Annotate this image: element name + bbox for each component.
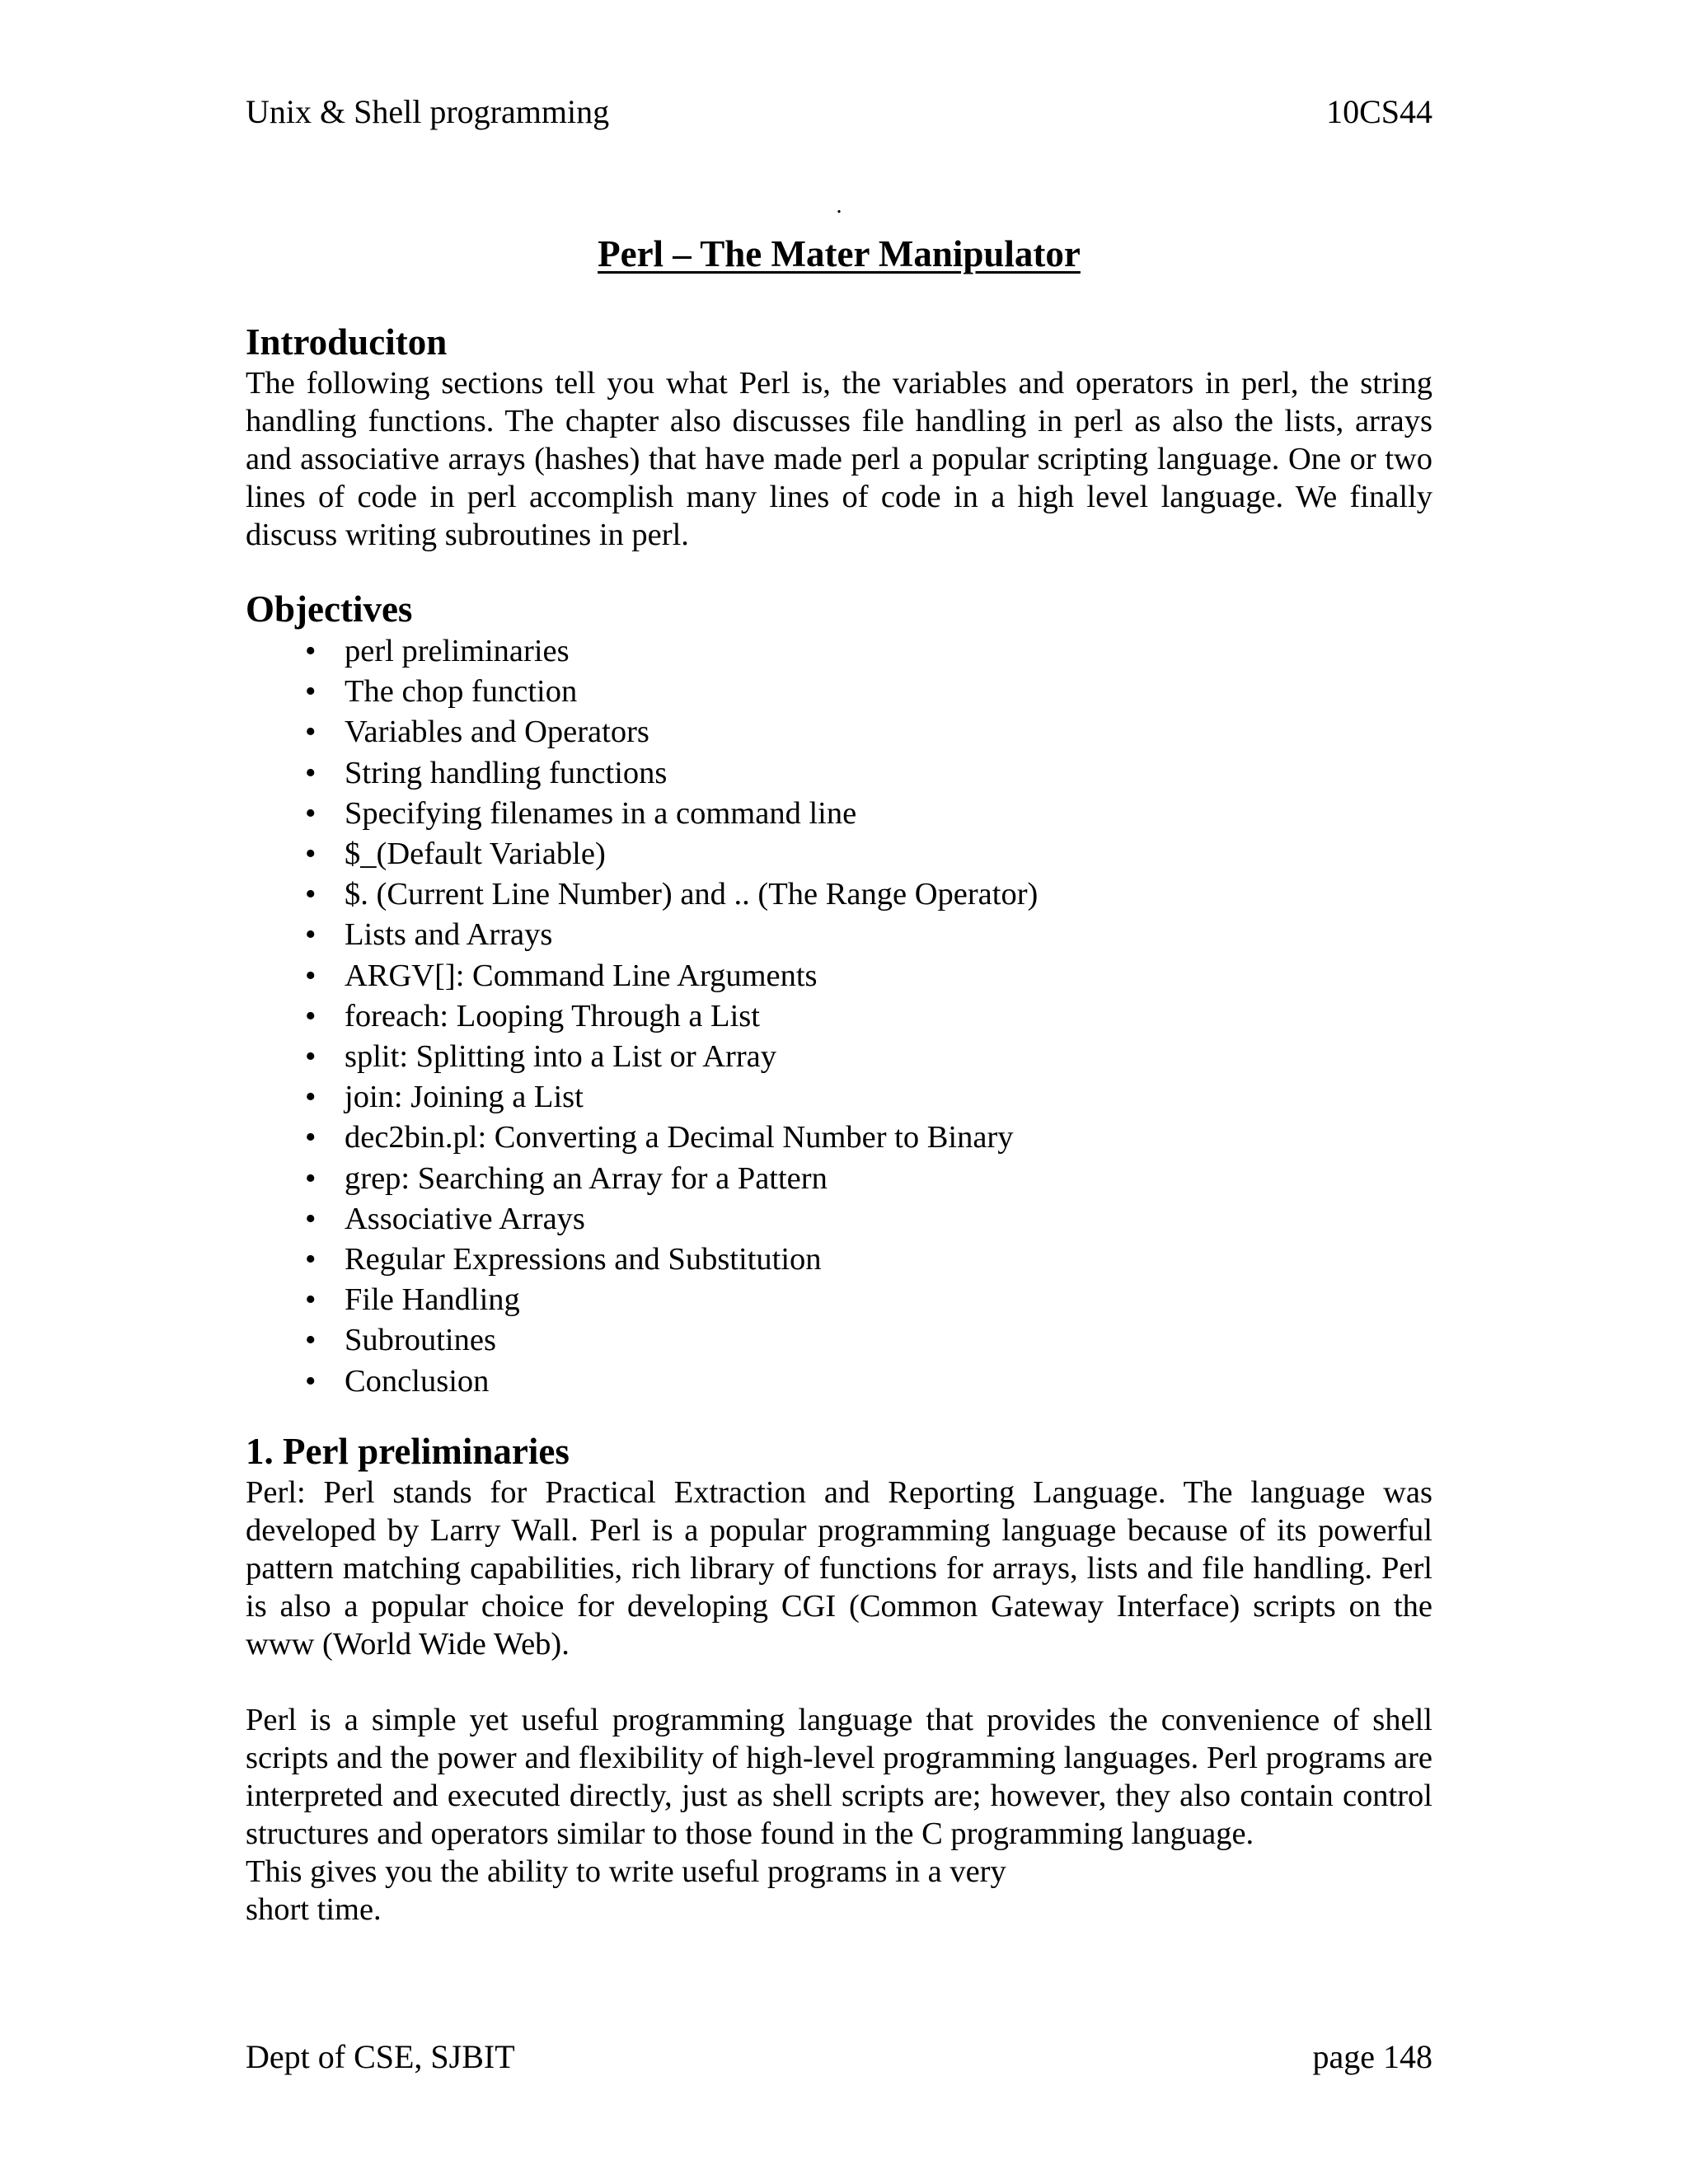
paragraph-line: short time. — [246, 1892, 382, 1927]
objective-text: Specifying filenames in a command line — [345, 795, 857, 831]
page-header — [246, 92, 1432, 132]
page-footer — [246, 2037, 1432, 2077]
objective-text: split: Splitting into a List or Array — [345, 1039, 777, 1075]
objective-text: String handling functions — [345, 755, 668, 790]
bullet-icon: • — [305, 1363, 316, 1399]
bullet-icon: • — [305, 1080, 316, 1115]
bullet-icon: • — [305, 958, 316, 993]
objective-item — [246, 1320, 1432, 1361]
objective-item — [246, 753, 1432, 794]
objective-item — [246, 1118, 1432, 1158]
objective-item — [246, 956, 1432, 996]
objective-text: foreach: Looping Through a List — [345, 998, 760, 1033]
intro-section — [246, 320, 1432, 554]
paragraph-spacer — [246, 1663, 1432, 1701]
objective-text: perl preliminaries — [345, 634, 570, 668]
header-course-code: 10CS44 — [1326, 93, 1432, 130]
objective-text: $. (Current Line Number) and .. (The Range Operator) — [345, 877, 1039, 912]
objective-item — [246, 1361, 1432, 1402]
document-page — [246, 0, 1432, 2184]
objective-text: Subroutines — [345, 1323, 496, 1358]
header-course-title: Unix & Shell programming — [246, 93, 610, 130]
objective-text: The chop function — [345, 674, 578, 710]
section-perl-preliminaries — [246, 1429, 1432, 1929]
objective-text: $_(Default Variable) — [345, 837, 606, 872]
objective-text: ARGV[]: Command Line Arguments — [345, 958, 818, 993]
bullet-icon: • — [305, 917, 316, 953]
objective-item — [246, 1037, 1432, 1077]
bullet-icon: • — [305, 837, 316, 872]
objective-item — [246, 1240, 1432, 1280]
stray-dot: . — [836, 193, 842, 218]
bullet-icon: • — [305, 795, 316, 831]
objective-text: Variables and Operators — [345, 715, 649, 750]
bullet-icon: • — [305, 715, 316, 750]
chapter-title: Perl – The Mater Manipulator — [598, 233, 1081, 274]
bullet-icon: • — [305, 1039, 316, 1075]
bullet-icon: • — [305, 877, 316, 912]
objective-item — [246, 1159, 1432, 1199]
bullet-icon: • — [305, 674, 316, 710]
intro-paragraph: The following sections tell you what Perl is, the variables and operators in perl, the string handling functions. The chapter also discusses file handling in perl as also the lists, arrays and associative arrays (hashes) that have made perl a popular scripting language. One or two lines of code in perl accomplish many lines of code in a high level language. We finally discuss writing subroutines in perl. — [246, 366, 1432, 552]
objective-item — [246, 1077, 1432, 1118]
objective-text: Lists and Arrays — [345, 917, 553, 953]
bullet-icon: • — [305, 755, 316, 790]
objective-item — [246, 1199, 1432, 1240]
objective-item — [246, 874, 1432, 915]
objective-text: dec2bin.pl: Converting a Decimal Number to Binary — [345, 1120, 1014, 1155]
objective-text: Conclusion — [345, 1363, 490, 1399]
section-heading: 1. Perl preliminaries — [246, 1431, 570, 1472]
bullet-icon: • — [305, 1323, 316, 1358]
paragraph-line: This gives you the ability to write useful programs in a very — [246, 1854, 1006, 1889]
bullet-icon: • — [305, 1120, 316, 1155]
footer-department: Dept of CSE, SJBIT — [246, 2038, 515, 2075]
objective-item — [246, 996, 1432, 1037]
intro-heading: Introduciton — [246, 321, 448, 363]
objective-text: Associative Arrays — [345, 1201, 585, 1236]
objective-text: File Handling — [345, 1282, 520, 1318]
bullet-icon: • — [305, 1201, 316, 1236]
bullet-icon: • — [305, 1282, 316, 1318]
objective-item — [246, 712, 1432, 752]
bullet-icon: • — [305, 1242, 316, 1277]
objectives-heading: Objectives — [246, 588, 413, 630]
objective-item — [246, 1280, 1432, 1320]
paragraph-perl-description: Perl is a simple yet useful programming language that provides the convenience of shell scripts and the power and flexibility of high-level programming languages. Perl programs are interpreted and executed directly, just as shell scripts are; however, they also contain control structures and operators similar to those found in the C programming language. — [246, 1703, 1432, 1851]
bullet-icon: • — [305, 998, 316, 1033]
objectives-list — [246, 631, 1432, 1402]
objective-text: grep: Searching an Array for a Pattern — [345, 1160, 828, 1196]
objective-item — [246, 631, 1432, 672]
objective-item — [246, 794, 1432, 834]
objective-text: join: Joining a List — [345, 1080, 584, 1115]
bullet-icon: • — [305, 1160, 316, 1196]
footer-page-number: page 148 — [1312, 2038, 1432, 2075]
bullet-icon: • — [305, 634, 316, 668]
objective-item — [246, 672, 1432, 712]
objective-item — [246, 834, 1432, 874]
objectives-section — [246, 587, 1432, 1402]
objective-text: Regular Expressions and Substitution — [345, 1242, 822, 1277]
paragraph-perl-definition: Perl: Perl stands for Practical Extraction and Reporting Language. The language was developed by Larry Wall. Perl is a popular programming language because of its powerful pattern matching capabilities, rich library of functions for arrays, lists and file handling. Perl is also a popular choice for developing CGI (Common Gateway Interface) scripts on the www (World Wide Web). — [246, 1475, 1432, 1661]
objective-item — [246, 915, 1432, 955]
